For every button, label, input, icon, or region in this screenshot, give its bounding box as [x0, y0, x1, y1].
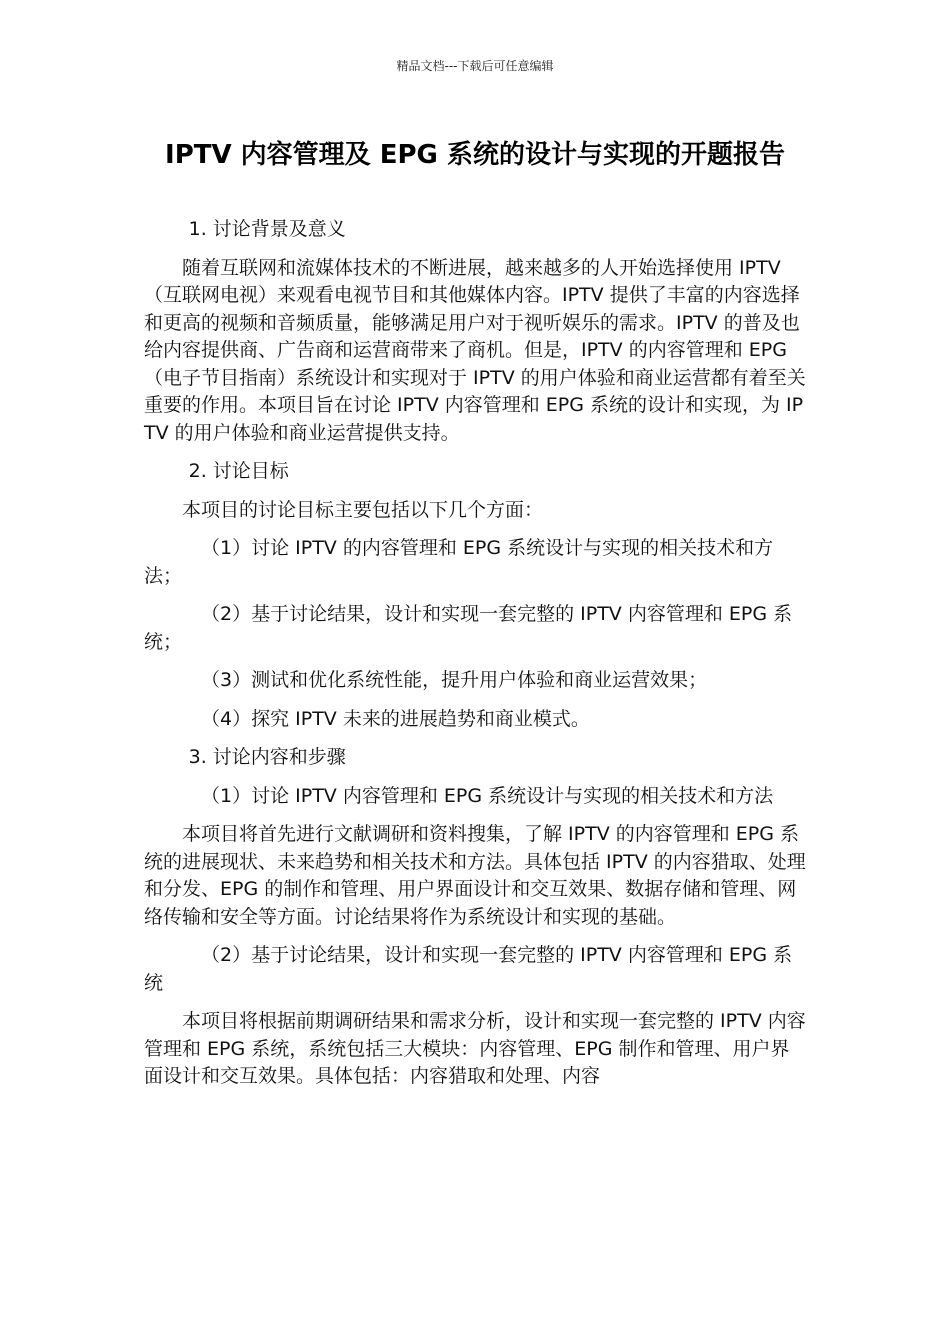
paragraph-background: 随着互联网和流媒体技术的不断进展，越来越多的人开始选择使用 IPTV（互联网电视）来观看电视节目和其他媒体内容。IPTV 提供了丰富的内容选择和更高的视频和音频质量，能够满足用户对于视听娱乐的需求。IPTV 的普及也给内容提供商、广告商和运营商带来了商机。但是，IPTV 的内容管理和 EPG（电子节目指南）系统设计和实现对于 IPTV 的用户体验和商业运营都有着至关重要的作用。本项目旨在讨论 IPTV 内容管理和 EPG 系统的设计和实现，为 IPTV 的用户体验和商业运营提供支持。 [144, 256, 806, 444]
paragraph-step-1: 本项目将首先进行文献调研和资料搜集，了解 IPTV 的内容管理和 EPG 系统的进展现状、未来趋势和相关技术和方法。具体包括 IPTV 的内容猎取、处理和分发、EPG 的制作和管理、用户界面设计和交互效果、数据存储和管理、网络传输和安全等方面。讨论结果将作为系统设计和实现的基础。 [144, 823, 806, 928]
section-heading-background: 1. 讨论背景及意义 [188, 218, 346, 240]
goal-item-1: （1）讨论 IPTV 的内容管理和 EPG 系统设计与实现的相关技术和方法； [144, 537, 774, 587]
page-header-note: 精品文档---下载后可任意编辑 [396, 59, 554, 73]
section-heading-content-steps: 3. 讨论内容和步骤 [188, 746, 346, 768]
section-heading-goals: 2. 讨论目标 [188, 460, 289, 482]
step-heading-1: （1）讨论 IPTV 内容管理和 EPG 系统设计与实现的相关技术和方法 [201, 784, 774, 807]
goal-item-3: （3）测试和优化系统性能，提升用户体验和商业运营效果； [201, 669, 708, 691]
goal-item-2: （2）基于讨论结果，设计和实现一套完整的 IPTV 内容管理和 EPG 系统； [144, 603, 793, 653]
document-body [144, 216, 806, 1102]
goal-item-4: （4）探究 IPTV 未来的进展趋势和商业模式。 [201, 707, 590, 730]
paragraph-goals-intro: 本项目的讨论目标主要包括以下几个方面： [182, 498, 544, 521]
document-title: IPTV 内容管理及 EPG 系统的设计与实现的开题报告 [165, 140, 785, 170]
step-heading-2: （2）基于讨论结果，设计和实现一套完整的 IPTV 内容管理和 EPG 系统 [144, 944, 793, 994]
paragraph-step-2: 本项目将根据前期调研结果和需求分析，设计和实现一套完整的 IPTV 内容管理和 EPG 系统，系统包括三大模块：内容管理、EPG 制作和管理、用户界面设计和交互效果。具体包括：内容猎取和处理、内容 [144, 1010, 806, 1087]
